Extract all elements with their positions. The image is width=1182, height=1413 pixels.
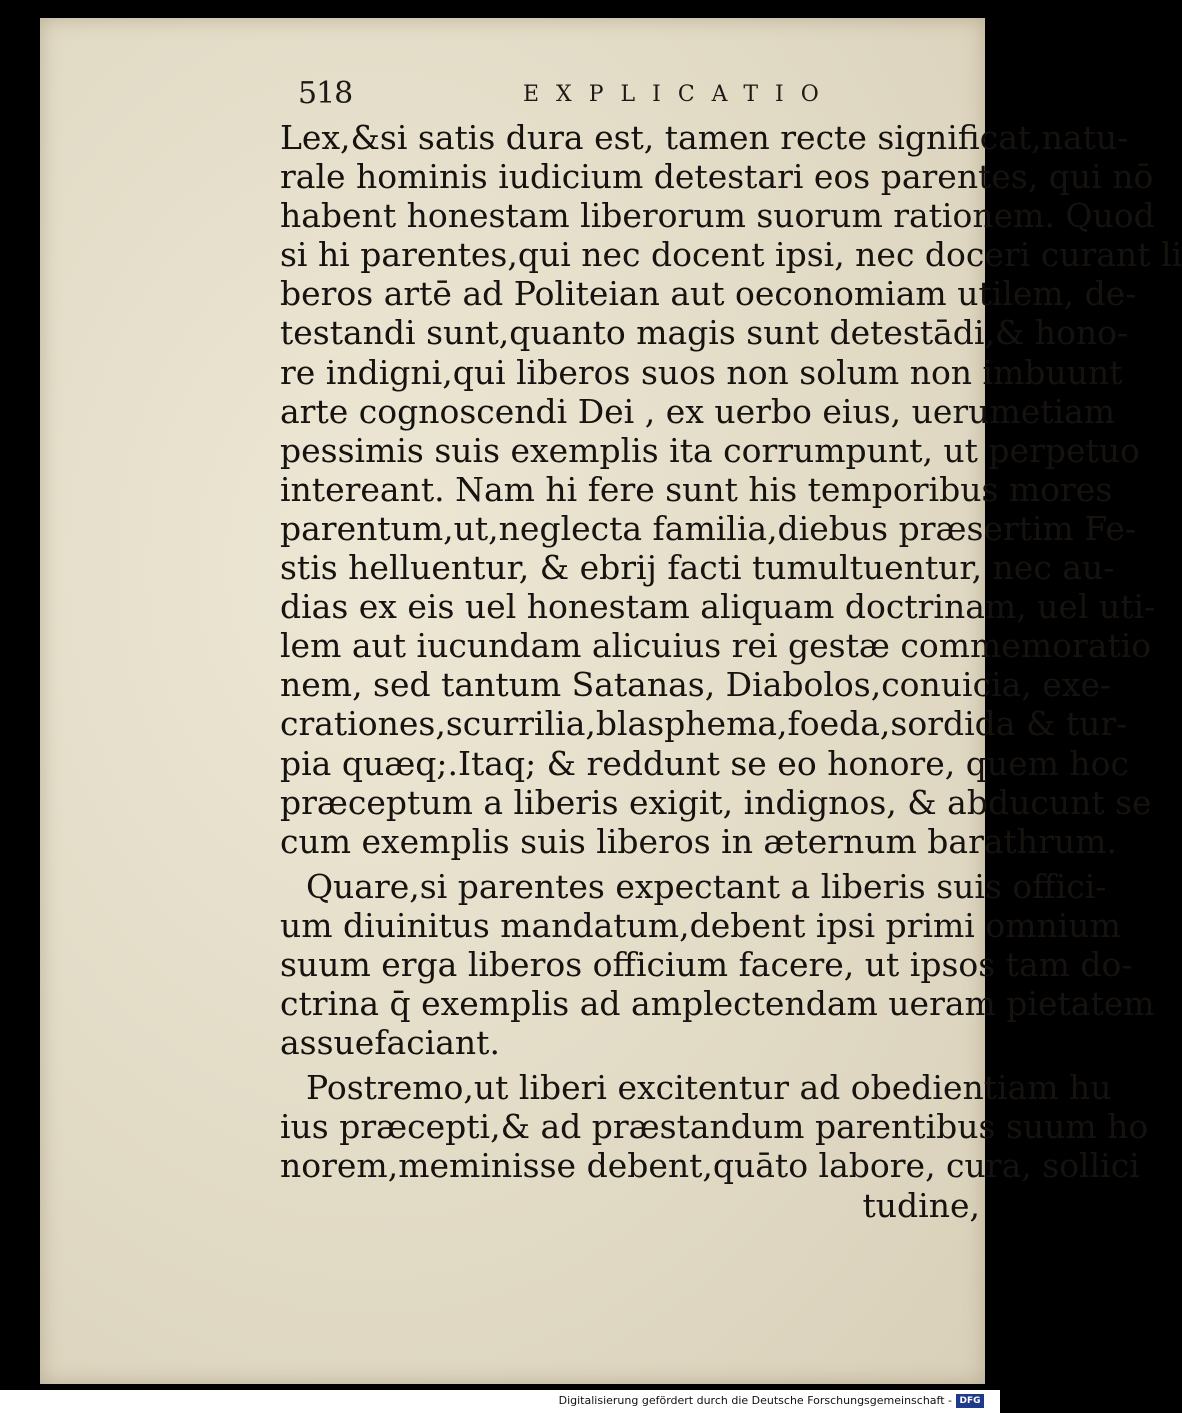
text-line: ctrina q̄ exemplis ad amplectendam ueram pietatem: [280, 984, 1155, 1024]
text-line: si hi parentes,qui nec docent ipsi, nec doceri curant li: [280, 235, 1182, 275]
text-line: lem aut iucundam alicuius rei gestæ commemoratio: [280, 626, 1152, 666]
footer-bar: [0, 1390, 1000, 1413]
text-line: intereant. Nam hi fere sunt his temporibus mores: [280, 469, 1113, 509]
text-line: stis helluentur, & ebrij facti tumultuentur, nec au-: [280, 548, 1115, 588]
text-line: præceptum a liberis exigit, indignos, & abducunt se: [280, 782, 1152, 822]
text-line: pia quæq;.Itaq; & reddunt se eo honore, quem hoc: [280, 743, 1130, 783]
text-line: Postremo,ut liberi excitentur ad obedientiam hu: [306, 1068, 1112, 1108]
text-line: suum erga liberos officium facere, ut ipsos tam do-: [280, 944, 1133, 984]
page-number: 518: [298, 76, 353, 111]
text-line: crationes,scurrilia,blasphema,foeda,sordida & tur-: [280, 704, 1128, 744]
text-line: re indigni,qui liberos suos non solum non imbuunt: [280, 352, 1123, 392]
text-line: ius præcepti,& ad præstandum parentibus suum ho: [280, 1107, 1149, 1147]
text-line: cum exemplis suis liberos in æternum barathrum.: [280, 821, 1117, 861]
text-line: habent honestam liberorum suorum rationem. Quod: [280, 196, 1155, 236]
text-line: norem,meminisse debent,quāto labore, cura, sollici: [280, 1146, 1140, 1186]
text-line: beros artē ad Politeian aut oeconomiam utilem, de-: [280, 274, 1137, 314]
funding-notice: Digitalisierung gefördert durch die Deutsche Forschungsgemeinschaft -: [558, 1394, 952, 1407]
page-header: [298, 76, 858, 116]
dfg-logo: DFG: [956, 1394, 984, 1408]
text-line: assuefaciant.: [280, 1023, 500, 1063]
text-line: Lex,&si satis dura est, tamen recte significat,natu-: [280, 118, 1129, 157]
text-line: parentum,ut,neglecta familia,diebus præsertim Fe-: [280, 508, 1137, 548]
text-line: dias ex eis uel honestam aliquam doctrinam, uel uti-: [280, 587, 1156, 627]
text-line: rale hominis iudicium detestari eos parentes, qui nō: [280, 157, 1154, 197]
text-line: um diuinitus mandatum,debent ipsi primi omnium: [280, 905, 1121, 945]
body-text: [280, 118, 1182, 1225]
book-page: [40, 18, 1182, 1384]
text-line: testandi sunt,quanto magis sunt detestādi,& hono-: [280, 313, 1129, 353]
text-line: pessimis suis exemplis ita corrumpunt, ut perpetuo: [280, 430, 1140, 470]
text-line: arte cognoscendi Dei , ex uerbo eius, uerumetiam: [280, 391, 1116, 431]
text-line: Quare,si parentes expectant a liberis suis offici-: [306, 866, 1107, 906]
catchword: tudine,: [862, 1185, 980, 1225]
running-head: EXPLICATIO: [523, 82, 836, 107]
text-line: nem, sed tantum Satanas, Diabolos,conuicia, exe-: [280, 665, 1112, 705]
